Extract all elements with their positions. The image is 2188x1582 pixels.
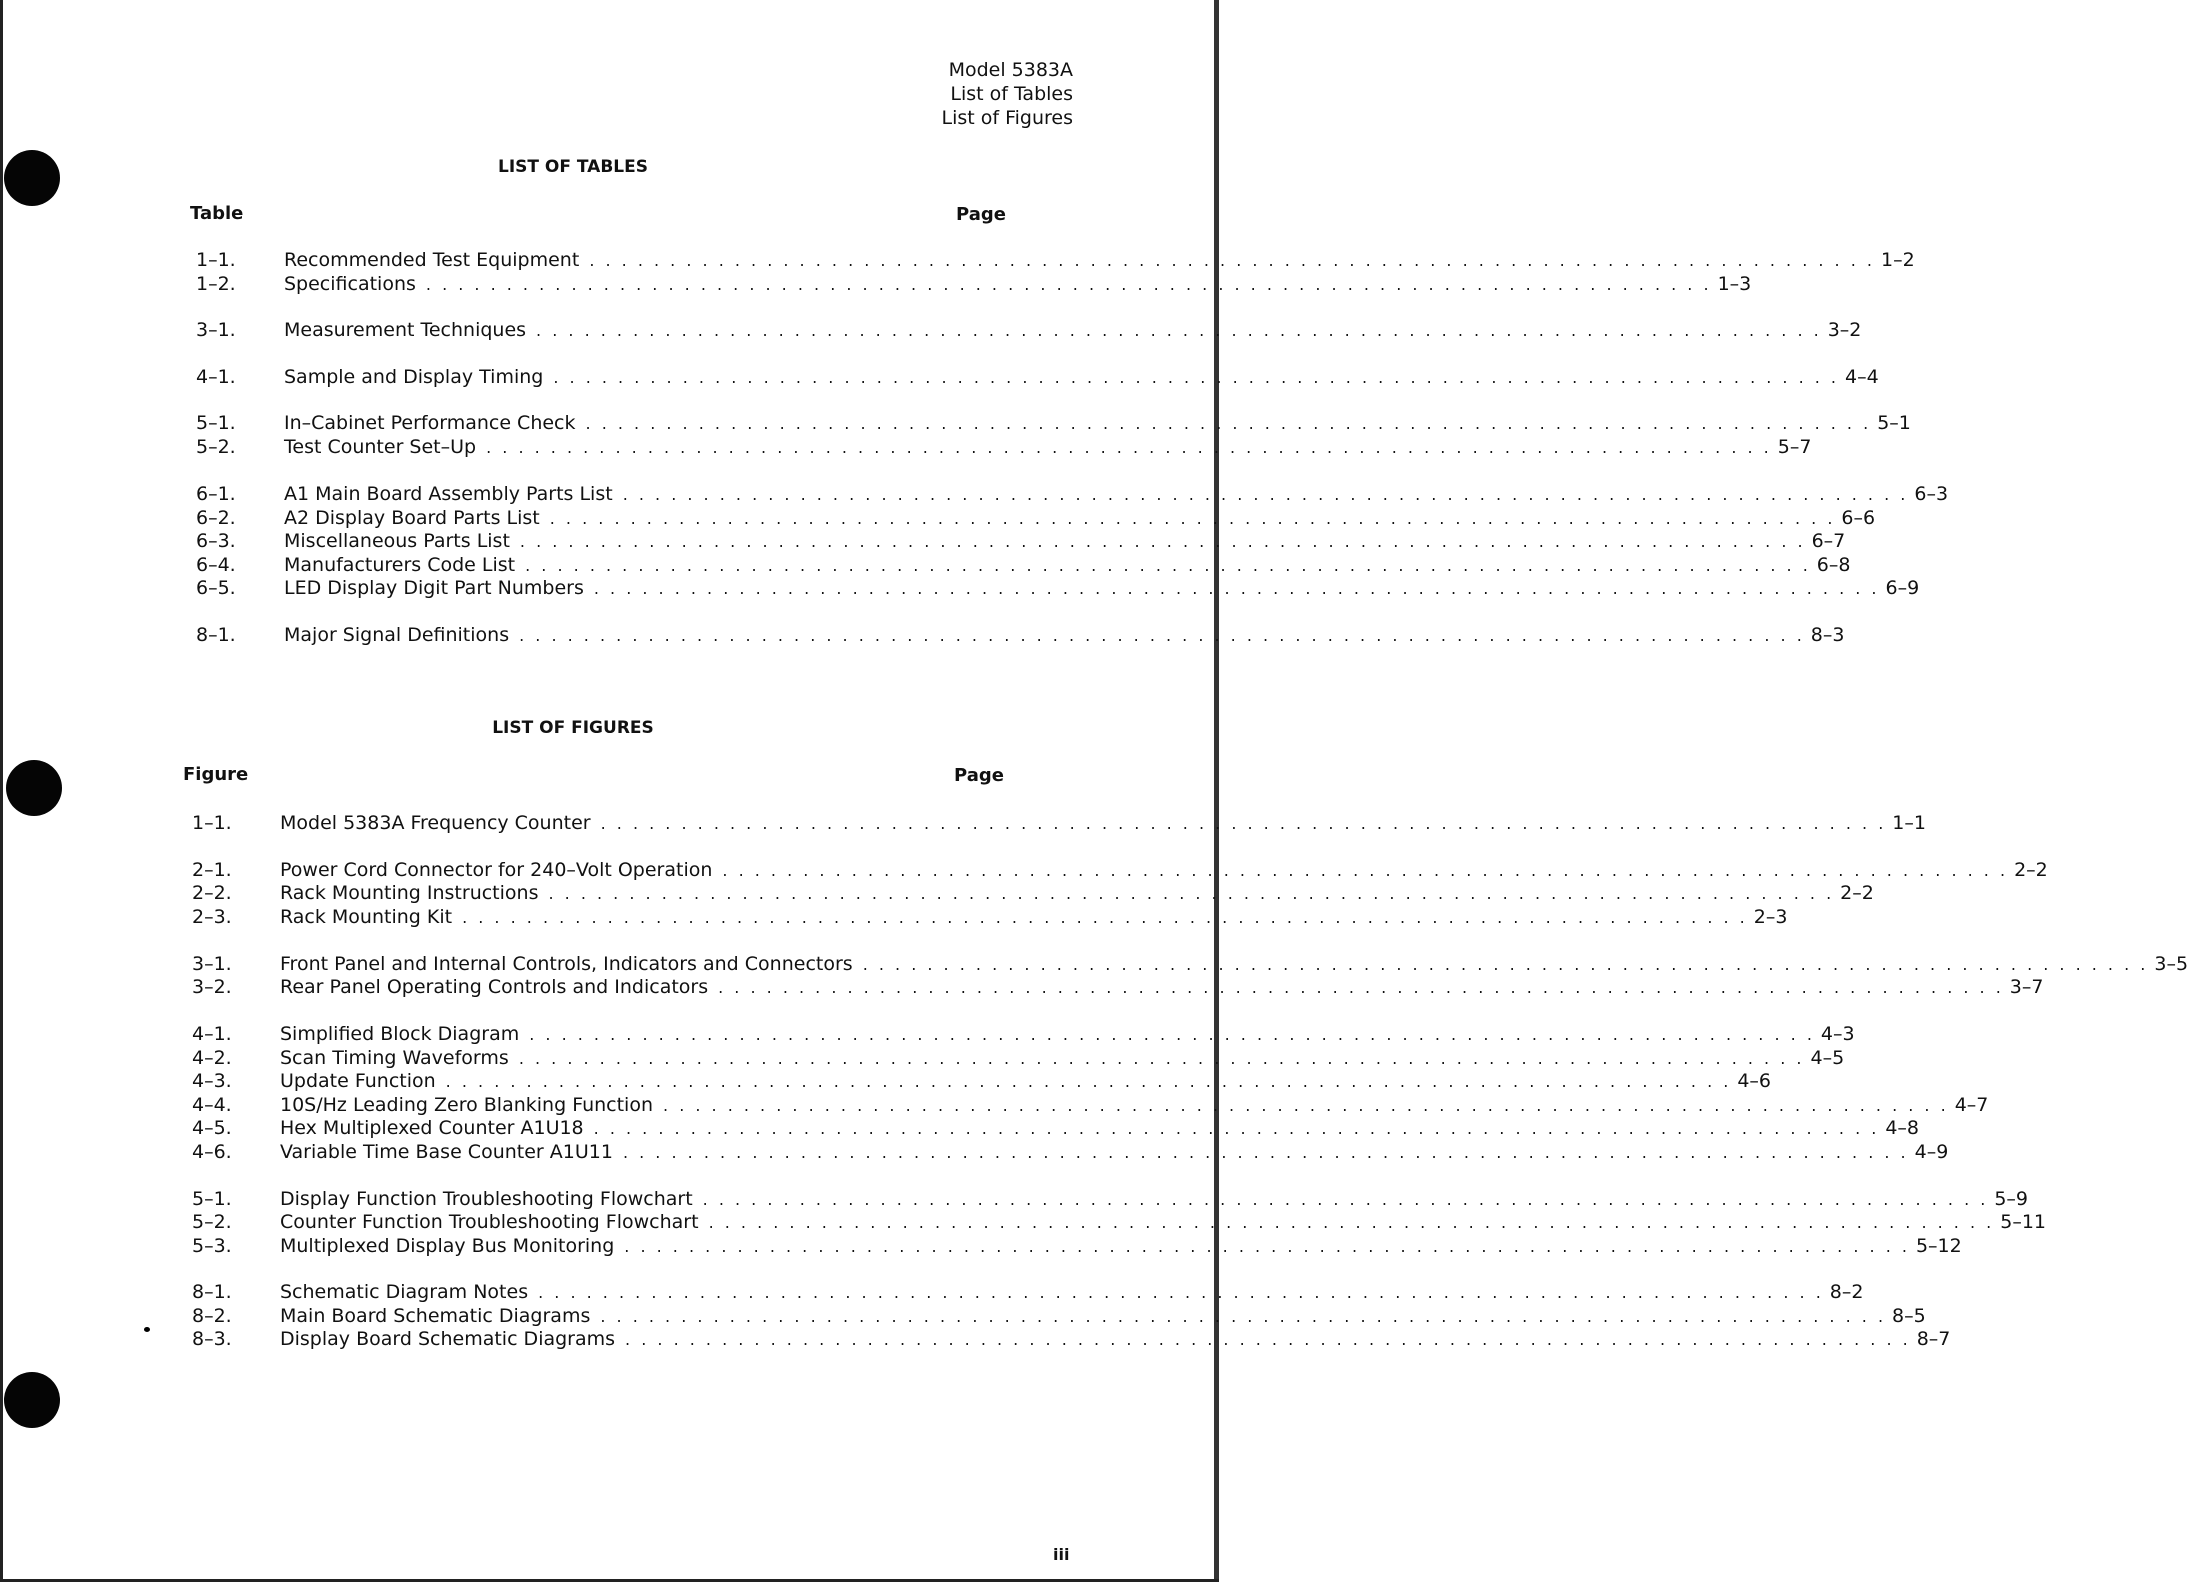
dot-leader: . . . . . . . . . . . . . . . . . . . . . . . . . . . . . . . . . . . . . . . . . . . . . . . . . . . . . . . . . . . . . . . . . . . . . . . . . . . . . . . .: [519, 532, 1806, 551]
entry-number: 5–3.: [192, 1235, 232, 1257]
dot-leader: . . . . . . . . . . . . . . . . . . . . . . . . . . . . . . . . . . . . . . . . . . . . . . . . . . . . . . . . . . . . . . . . . . . . . . . . . . . . . . . .: [625, 1330, 1911, 1349]
entry-title: Rear Panel Operating Controls and Indicators: [280, 976, 709, 998]
figure-entry: [186, 1304, 1926, 1328]
dot-leader: . . . . . . . . . . . . . . . . . . . . . . . . . . . . . . . . . . . . . . . . . . . . . . . . . . . . . . . . . . . . . . . . . . . . . . . . . . . . . . . .: [622, 485, 1909, 504]
table-entry: [190, 272, 1752, 296]
entry-page: 2–2: [1840, 882, 1874, 904]
entry-number: 8–2.: [192, 1305, 232, 1327]
table-entry: [190, 553, 1851, 577]
entry-number: 4–1.: [192, 1023, 232, 1045]
tables-section-title: LIST OF TABLES: [498, 157, 648, 177]
figure-entry: [186, 1280, 1864, 1304]
entry-number: 3–2.: [192, 976, 232, 998]
dot-leader: . . . . . . . . . . . . . . . . . . . . . . . . . . . . . . . . . . . . . . . . . . . . . . . . . . . . . . . . . . . . . . . . . . . . . . . . . . . . . . . .: [518, 1049, 1805, 1068]
entry-page: 2–2: [2014, 859, 2048, 881]
entry-number: 8–3.: [192, 1328, 232, 1350]
figures-section-title: LIST OF FIGURES: [492, 718, 654, 738]
dot-leader: . . . . . . . . . . . . . . . . . . . . . . . . . . . . . . . . . . . . . . . . . . . . . . . . . . . . . . . . . . . . . . . . . . . . . . . . . . . . . . . .: [593, 579, 1880, 598]
tables-column-page: Page: [956, 204, 1006, 225]
entry-title: Scan Timing Waveforms: [280, 1047, 509, 1069]
entry-title: Simplified Block Diagram: [280, 1023, 520, 1045]
dot-leader: . . . . . . . . . . . . . . . . . . . . . . . . . . . . . . . . . . . . . . . . . . . . . . . . . . . . . . . . . . . . . . . . . . . . . . . . . . . . . . . .: [536, 321, 1822, 340]
entry-number: 5–2.: [192, 1211, 232, 1233]
entry-number: 3–1.: [196, 319, 236, 341]
entry-page: 1–2: [1880, 249, 1915, 271]
entry-page: 8–5: [1892, 1305, 1926, 1327]
entry-title: Recommended Test Equipment: [284, 249, 580, 271]
entry-number: 3–1.: [192, 953, 232, 975]
entry-page: 5–11: [2000, 1211, 2046, 1233]
entry-page: 5–12: [1915, 1235, 1962, 1257]
entry-page: 4–5: [1810, 1047, 1845, 1069]
dot-leader: . . . . . . . . . . . . . . . . . . . . . . . . . . . . . . . . . . . . . . . . . . . . . . . . . . . . . . . . . . . . . . . . . . . . . . . . . . . . . . . .: [622, 1143, 1909, 1162]
dot-leader: . . . . . . . . . . . . . . . . . . . . . . . . . . . . . . . . . . . . . . . . . . . . . . . . . . . . . . . . . . . . . . . . . . . . . . . . . . . . . . . .: [525, 556, 1811, 575]
entry-title: Test Counter Set–Up: [284, 436, 477, 458]
entry-title: Update Function: [280, 1070, 436, 1092]
dot-leader: . . . . . . . . . . . . . . . . . . . . . . . . . . . . . . . . . . . . . . . . . . . . . . . . . . . . . . . . . . . . . . . . . . . . . . . . . . . . . . . .: [462, 908, 1748, 927]
entry-title: LED Display Digit Part Numbers: [284, 577, 584, 599]
table-entry: [190, 318, 1862, 342]
table-entry: [190, 435, 1812, 459]
page-left-edge: [0, 0, 3, 1582]
figure-entry: [186, 811, 1926, 835]
entry-number: 1–1.: [196, 249, 236, 271]
figure-entry: [186, 1140, 1949, 1164]
dot-leader: . . . . . . . . . . . . . . . . . . . . . . . . . . . . . . . . . . . . . . . . . . . . . . . . . . . . . . . . . . . . . . . . . . . . . . . . . . . . . . . .: [624, 1237, 1910, 1256]
table-entry: [190, 411, 1911, 435]
dot-leader: . . . . . . . . . . . . . . . . . . . . . . . . . . . . . . . . . . . . . . . . . . . . . . . . . . . . . . . . . . . . . . . . . . . . . . . . . . . . . . . .: [529, 1025, 1815, 1044]
figure-entry: [186, 1116, 1920, 1140]
entry-page: 4–4: [1845, 366, 1879, 388]
entry-title: Main Board Schematic Diagrams: [280, 1305, 591, 1327]
entry-page: 4–3: [1820, 1023, 1855, 1045]
entry-title: Counter Function Troubleshooting Flowchart: [280, 1211, 699, 1233]
entry-title: Rack Mounting Instructions: [280, 882, 539, 904]
entry-number: 6–5.: [196, 577, 236, 599]
entry-title: 10S/Hz Leading Zero Blanking Function: [280, 1094, 654, 1116]
entry-page: 6–3: [1914, 483, 1949, 505]
header-line-tables: List of Tables: [950, 83, 1073, 105]
entry-title: Schematic Diagram Notes: [280, 1281, 529, 1303]
entry-number: 2–2.: [192, 882, 232, 904]
table-entry: [190, 529, 1846, 553]
entry-page: 4–7: [1954, 1094, 1989, 1116]
dot-leader: . . . . . . . . . . . . . . . . . . . . . . . . . . . . . . . . . . . . . . . . . . . . . . . . . . . . . . . . . . . . . . . . . . . . . . . . . . . . . . . .: [718, 978, 2004, 997]
dot-leader: . . . . . . . . . . . . . . . . . . . . . . . . . . . . . . . . . . . . . . . . . . . . . . . . . . . . . . . . . . . . . . . . . . . . . . . . . . . . . . . .: [553, 368, 1840, 387]
table-entry: [190, 365, 1879, 389]
entry-number: 4–5.: [192, 1117, 232, 1139]
entry-title: Power Cord Connector for 240–Volt Operation: [280, 859, 713, 881]
entry-number: 2–3.: [192, 906, 232, 928]
entry-number: 6–4.: [196, 554, 236, 576]
dot-leader: . . . . . . . . . . . . . . . . . . . . . . . . . . . . . . . . . . . . . . . . . . . . . . . . . . . . . . . . . . . . . . . . . . . . . . . . . . . . . . . .: [593, 1119, 1880, 1138]
dot-leader: . . . . . . . . . . . . . . . . . . . . . . . . . . . . . . . . . . . . . . . . . . . . . . . . . . . . . . . . . . . . . . . . . . . . . . . . . . . . . . . .: [702, 1190, 1989, 1209]
figure-entry: [186, 881, 1874, 905]
dot-leader: . . . . . . . . . . . . . . . . . . . . . . . . . . . . . . . . . . . . . . . . . . . . . . . . . . . . . . . . . . . . . . . . . . . . . . . . . . . . . . . .: [663, 1096, 1949, 1115]
entry-page: 3–7: [2009, 976, 2044, 998]
entry-title: In–Cabinet Performance Check: [284, 412, 576, 434]
entry-number: 8–1.: [196, 624, 236, 646]
entry-title: Manufacturers Code List: [284, 554, 516, 576]
table-entry: [190, 623, 1845, 647]
header-model: Model 5383A: [948, 59, 1073, 81]
figure-entry: [186, 1234, 1962, 1258]
entry-title: Sample and Display Timing: [284, 366, 544, 388]
dot-leader: . . . . . . . . . . . . . . . . . . . . . . . . . . . . . . . . . . . . . . . . . . . . . . . . . . . . . . . . . . . . . . . . . . . . . . . . . . . . . . . .: [708, 1213, 1995, 1232]
entry-number: 6–2.: [196, 507, 236, 529]
figure-entry: [186, 1069, 1772, 1093]
entry-number: 4–1.: [196, 366, 236, 388]
figure-entry: [186, 905, 1788, 929]
dot-leader: . . . . . . . . . . . . . . . . . . . . . . . . . . . . . . . . . . . . . . . . . . . . . . . . . . . . . . . . . . . . . . . . . . . . . . . . . . . . . . . .: [722, 861, 2009, 880]
figure-entry: [186, 975, 2044, 999]
figure-entry: [186, 1022, 1855, 1046]
figure-entry: [186, 1046, 1845, 1070]
binder-hole-middle: [6, 760, 62, 816]
entry-page: 3–2: [1827, 319, 1862, 341]
figure-entry: [186, 1210, 2046, 1234]
entry-title: A1 Main Board Assembly Parts List: [284, 483, 613, 505]
dot-leader: . . . . . . . . . . . . . . . . . . . . . . . . . . . . . . . . . . . . . . . . . . . . . . . . . . . . . . . . . . . . . . . . . . . . . . . . . . . . . . . .: [862, 955, 2149, 974]
table-entry: [190, 506, 1876, 530]
figures-column-figure: Figure: [183, 764, 249, 785]
entry-title: Display Board Schematic Diagrams: [280, 1328, 616, 1350]
entry-number: 6–1.: [196, 483, 236, 505]
entry-number: 4–2.: [192, 1047, 232, 1069]
figures-column-page: Page: [954, 765, 1004, 786]
entry-page: 5–7: [1777, 436, 1812, 458]
dot-leader: . . . . . . . . . . . . . . . . . . . . . . . . . . . . . . . . . . . . . . . . . . . . . . . . . . . . . . . . . . . . . . . . . . . . . . . . . . . . . . . .: [589, 251, 1875, 270]
entry-title: Measurement Techniques: [284, 319, 527, 341]
entry-title: Specifications: [284, 273, 416, 295]
ink-speck: [144, 1327, 150, 1332]
entry-title: Hex Multiplexed Counter A1U18: [280, 1117, 584, 1139]
figure-entry: [186, 1093, 1989, 1117]
dot-leader: . . . . . . . . . . . . . . . . . . . . . . . . . . . . . . . . . . . . . . . . . . . . . . . . . . . . . . . . . . . . . . . . . . . . . . . . . . . . . . . .: [600, 814, 1887, 833]
entry-page: 6–6: [1841, 507, 1876, 529]
entry-page: 2–3: [1753, 906, 1788, 928]
entry-title: Miscellaneous Parts List: [284, 530, 510, 552]
entry-number: 4–4.: [192, 1094, 232, 1116]
table-entry: [190, 248, 1915, 272]
dot-leader: . . . . . . . . . . . . . . . . . . . . . . . . . . . . . . . . . . . . . . . . . . . . . . . . . . . . . . . . . . . . . . . . . . . . . . . . . . . . . . . .: [538, 1283, 1824, 1302]
entry-page: 4–9: [1914, 1141, 1949, 1163]
entry-number: 4–3.: [192, 1070, 232, 1092]
entry-title: Front Panel and Internal Controls, Indicators and Connectors: [280, 953, 853, 975]
entry-page: 5–1: [1877, 412, 1911, 434]
dot-leader: . . . . . . . . . . . . . . . . . . . . . . . . . . . . . . . . . . . . . . . . . . . . . . . . . . . . . . . . . . . . . . . . . . . . . . . . . . . . . . . .: [519, 626, 1805, 645]
entry-title: Model 5383A Frequency Counter: [280, 812, 591, 834]
entry-page: 4–6: [1737, 1070, 1772, 1092]
entry-page: 8–3: [1810, 624, 1845, 646]
entry-page: 3–5: [2154, 953, 2188, 975]
entry-page: 5–9: [1994, 1188, 2029, 1210]
table-entry: [190, 482, 1949, 506]
running-header: [941, 58, 1073, 130]
figure-entry: [186, 1327, 1951, 1351]
dot-leader: . . . . . . . . . . . . . . . . . . . . . . . . . . . . . . . . . . . . . . . . . . . . . . . . . . . . . . . . . . . . . . . . . . . . . . . . . . . . . . . .: [549, 509, 1836, 528]
entry-title: Multiplexed Display Bus Monitoring: [280, 1235, 615, 1257]
entry-number: 1–1.: [192, 812, 232, 834]
entry-page: 6–8: [1816, 554, 1851, 576]
entry-title: Rack Mounting Kit: [280, 906, 453, 928]
entry-page: 8–2: [1829, 1281, 1864, 1303]
figure-entry: [186, 952, 2188, 976]
table-entry: [190, 576, 1920, 600]
entry-number: 2–1.: [192, 859, 232, 881]
entry-title: Major Signal Definitions: [284, 624, 510, 646]
entry-number: 1–2.: [196, 273, 236, 295]
figure-entry: [186, 1187, 2029, 1211]
page-number: iii: [1053, 1545, 1070, 1564]
entry-number: 6–3.: [196, 530, 236, 552]
dot-leader: . . . . . . . . . . . . . . . . . . . . . . . . . . . . . . . . . . . . . . . . . . . . . . . . . . . . . . . . . . . . . . . . . . . . . . . . . . . . . . . .: [600, 1307, 1887, 1326]
dot-leader: . . . . . . . . . . . . . . . . . . . . . . . . . . . . . . . . . . . . . . . . . . . . . . . . . . . . . . . . . . . . . . . . . . . . . . . . . . . . . . . .: [425, 275, 1712, 294]
entry-title: Display Function Troubleshooting Flowchart: [280, 1188, 693, 1210]
entry-page: 6–9: [1885, 577, 1920, 599]
entry-number: 8–1.: [192, 1281, 232, 1303]
entry-page: 1–1: [1892, 812, 1926, 834]
entry-page: 8–7: [1916, 1328, 1951, 1350]
tables-column-table: Table: [190, 203, 244, 224]
dot-leader: . . . . . . . . . . . . . . . . . . . . . . . . . . . . . . . . . . . . . . . . . . . . . . . . . . . . . . . . . . . . . . . . . . . . . . . . . . . . . . . .: [548, 884, 1835, 903]
header-line-figures: List of Figures: [941, 107, 1073, 129]
dot-leader: . . . . . . . . . . . . . . . . . . . . . . . . . . . . . . . . . . . . . . . . . . . . . . . . . . . . . . . . . . . . . . . . . . . . . . . . . . . . . . . .: [445, 1072, 1732, 1091]
entry-title: A2 Display Board Parts List: [284, 507, 540, 529]
entry-page: 1–3: [1717, 273, 1752, 295]
entry-number: 5–1.: [196, 412, 236, 434]
binder-hole-bottom: [4, 1372, 60, 1428]
dot-leader: . . . . . . . . . . . . . . . . . . . . . . . . . . . . . . . . . . . . . . . . . . . . . . . . . . . . . . . . . . . . . . . . . . . . . . . . . . . . . . . .: [486, 438, 1772, 457]
entry-number: 4–6.: [192, 1141, 232, 1163]
entry-title: Variable Time Base Counter A1U11: [280, 1141, 613, 1163]
entry-page: 6–7: [1811, 530, 1846, 552]
figure-entry: [186, 858, 2048, 882]
entry-number: 5–1.: [192, 1188, 232, 1210]
entry-page: 4–8: [1885, 1117, 1920, 1139]
entry-number: 5–2.: [196, 436, 236, 458]
dot-leader: . . . . . . . . . . . . . . . . . . . . . . . . . . . . . . . . . . . . . . . . . . . . . . . . . . . . . . . . . . . . . . . . . . . . . . . . . . . . . . . .: [585, 414, 1872, 433]
